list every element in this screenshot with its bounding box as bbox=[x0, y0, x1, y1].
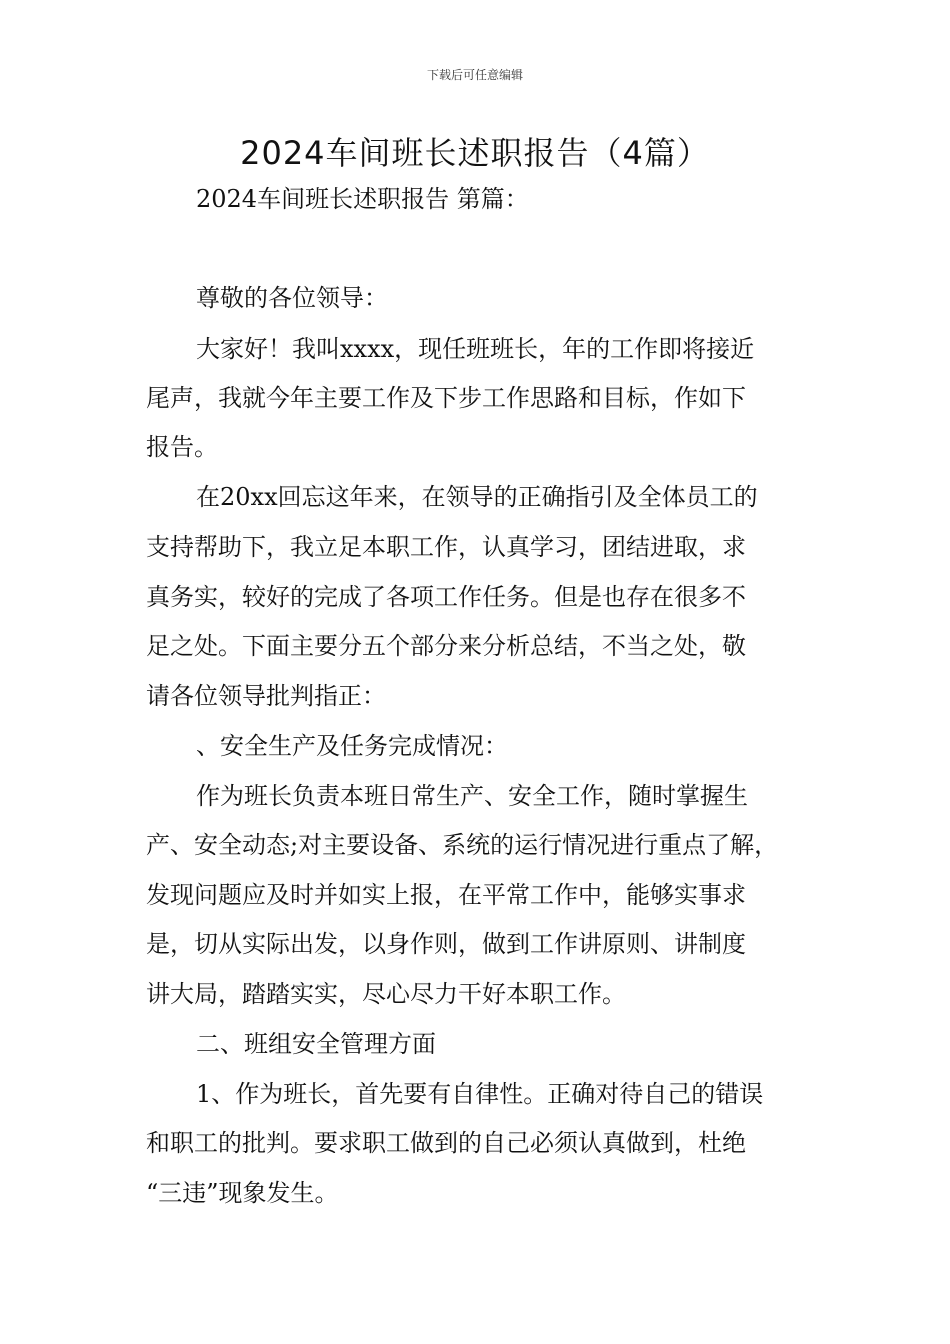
section-heading: 、安全生产及任务完成情况： bbox=[196, 732, 508, 760]
paragraph-line: “三违”现象发生。 bbox=[146, 1179, 339, 1207]
paragraph-line: 支持帮助下，我立足本职工作，认真学习，团结进取，求 bbox=[146, 533, 746, 561]
paragraph-line: 真务实，较好的完成了各项工作任务。但是也存在很多不 bbox=[146, 583, 746, 611]
paragraph-line: 发现问题应及时并如实上报，在平常工作中，能够实事求 bbox=[146, 881, 746, 909]
document-title: 2024车间班长述职报告（4篇） bbox=[240, 134, 710, 172]
paragraph-line: 报告。 bbox=[146, 433, 218, 461]
paragraph-line: 1、作为班长，首先要有自律性。正确对待自己的错误 bbox=[196, 1080, 764, 1108]
paragraph-line: 请各位领导批判指正： bbox=[146, 682, 386, 710]
paragraph-line: 讲大局，踏踏实实，尽心尽力干好本职工作。 bbox=[146, 980, 626, 1008]
paragraph-line: 产、安全动态;对主要设备、系统的运行情况进行重点了解， bbox=[146, 831, 779, 859]
salutation: 尊敬的各位领导： bbox=[196, 284, 388, 312]
paragraph-line: 是，切从实际出发，以身作则，做到工作讲原则、讲制度 bbox=[146, 930, 746, 958]
paragraph-line: 足之处。下面主要分五个部分来分析总结，不当之处，敬 bbox=[146, 632, 746, 660]
document-subtitle: 2024车间班长述职报告 第篇： bbox=[196, 185, 529, 213]
paragraph-line: 大家好！我叫xxxx，现任班班长，年的工作即将接近 bbox=[196, 335, 755, 363]
paragraph-line: 尾声，我就今年主要工作及下步工作思路和目标，作如下 bbox=[146, 384, 746, 412]
header-note: 下载后可任意编辑 bbox=[426, 68, 523, 82]
paragraph-line: 和职工的批判。要求职工做到的自己必须认真做到，杜绝 bbox=[146, 1129, 746, 1157]
paragraph-line: 作为班长负责本班日常生产、安全工作，随时掌握生 bbox=[196, 782, 748, 810]
section-heading: 二、班组安全管理方面 bbox=[196, 1030, 436, 1058]
paragraph-line: 在20xx回忘这年来，在领导的正确指引及全体员工的 bbox=[196, 483, 758, 511]
